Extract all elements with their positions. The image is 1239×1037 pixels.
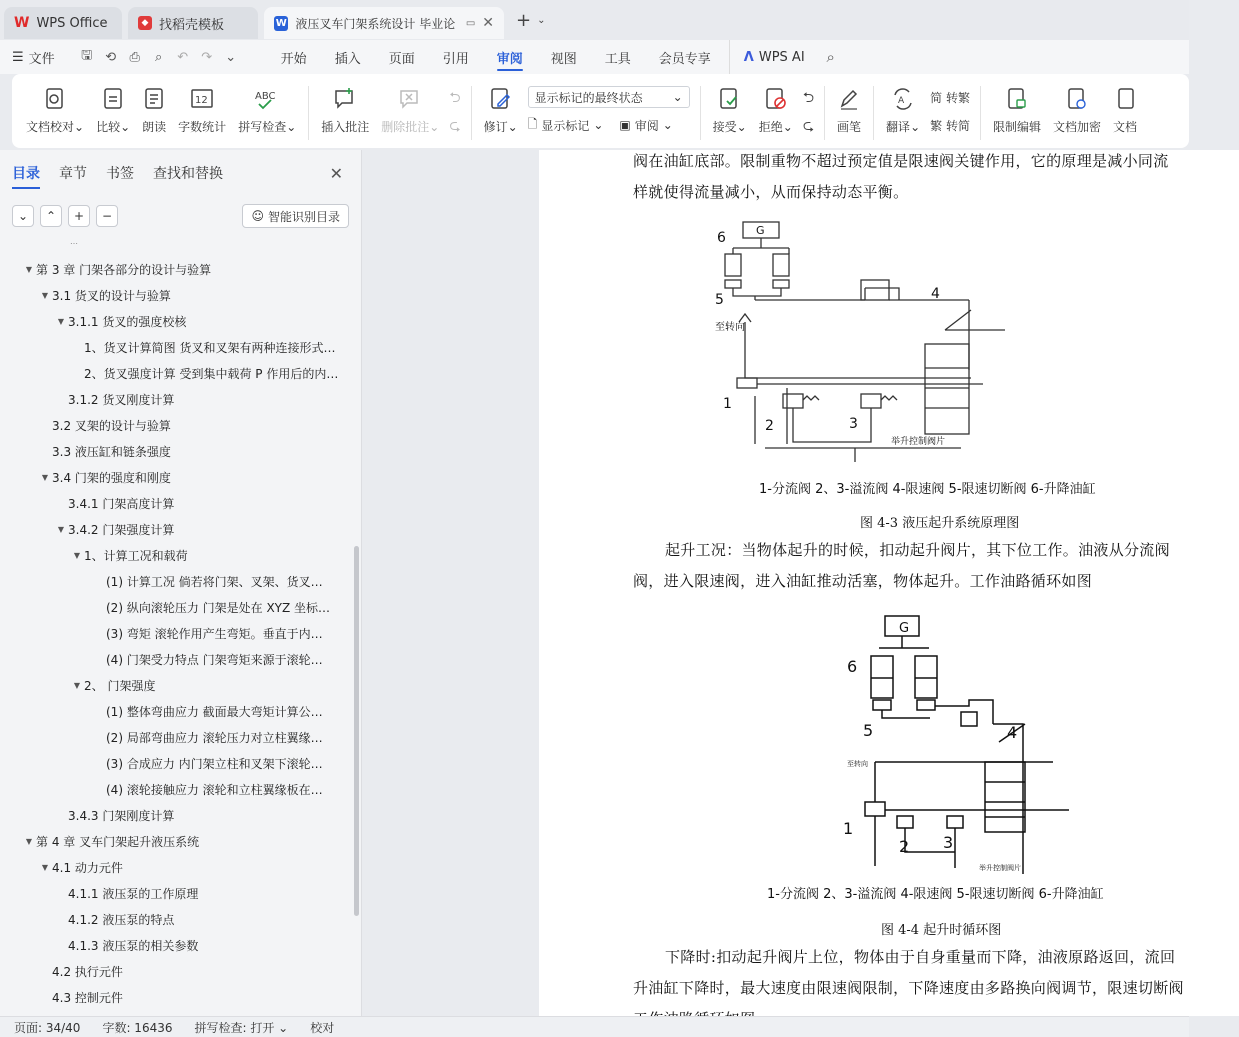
toc-item-label: 3.2 叉架的设计与验算 — [52, 418, 171, 433]
next-comment-button[interactable] — [449, 116, 460, 138]
label-2: 2 — [899, 837, 910, 856]
wps-logo-icon: W — [14, 15, 30, 31]
word-count-icon — [190, 86, 214, 112]
toc-item-label: 3.4.1 门架高度计算 — [68, 496, 175, 511]
svg-text:ABC: ABC — [255, 91, 276, 102]
paragraph-line: 下降时:扣动起升阀片上位，物体由于自身重量而下降，油液原路返回，流回 — [665, 948, 1176, 966]
ribbon-divider — [980, 86, 981, 140]
encrypt-icon — [1065, 86, 1089, 112]
paragraph-line: 阀，进入限速阀，进入油缸推动活塞，物体起升。工作油路循环如图 — [633, 572, 1093, 590]
menu-label: 视图 — [550, 51, 577, 67]
toc-item-label: 4.3 控制元件 — [52, 990, 123, 1005]
figure-legend: 1-分流阀 2、3-溢流阀 4-限速阀 5-限速切断阀 6-升降油缸 — [759, 482, 1096, 497]
delete-comment-icon — [398, 86, 422, 112]
to-simplified-label: 繁 转简 — [930, 118, 970, 133]
menu-label: 会员专享 — [658, 51, 711, 67]
spell-check-label: 拼写检查 — [238, 120, 287, 134]
svg-text:12: 12 — [195, 95, 208, 106]
expand-arrow-icon[interactable]: ▼ — [73, 680, 81, 690]
menu-label: 工具 — [604, 51, 631, 67]
toc-item-label: 3.1.2 货叉刚度计算 — [68, 392, 175, 407]
revise-label: 修订 — [483, 120, 508, 134]
accept-icon — [718, 86, 742, 112]
to-simplified-button[interactable] — [930, 114, 970, 136]
menu-label: 页面 — [388, 51, 415, 67]
ribbon-divider — [873, 86, 874, 140]
label-5: 5 — [715, 292, 724, 308]
menu-member[interactable] — [645, 40, 725, 74]
toc-item[interactable] — [0, 672, 346, 698]
toc-item[interactable] — [0, 776, 346, 802]
delete-comment-label: 删除批注 — [381, 120, 430, 134]
expand-up-button[interactable] — [40, 205, 62, 227]
paragraph-line: 起升工况：当物体起升的时候，扣动起升阀片，其下位工作。油液从分流阀 — [665, 541, 1170, 559]
doc-more-button[interactable] — [1107, 86, 1137, 142]
figure-legend: 1-分流阀 2、3-溢流阀 4-限速阀 5-限速切断阀 6-升降油缸 — [767, 887, 1104, 902]
toc-item[interactable] — [0, 724, 346, 750]
undo-icon[interactable]: ↶ — [177, 49, 189, 65]
toc-item[interactable] — [0, 464, 346, 490]
toc-item[interactable] — [0, 854, 346, 880]
toc-item[interactable] — [0, 438, 346, 464]
menu-insert[interactable] — [321, 40, 375, 74]
read-aloud-button[interactable] — [136, 86, 172, 142]
menu-label: 插入 — [334, 51, 361, 67]
toc-item-label: (4) 滚轮接触应力 滚轮和立柱翼缘板在… — [106, 782, 323, 797]
toc-item[interactable] — [0, 880, 346, 906]
ribbon-divider — [308, 86, 309, 140]
spell-check-icon — [254, 86, 280, 112]
add-heading-button[interactable] — [68, 205, 90, 227]
toc-item-label: (1) 计算工况 倘若将门架、叉架、货叉… — [106, 574, 323, 589]
redo-icon[interactable]: ↷ — [201, 49, 213, 65]
toc-item-label: (2) 局部弯曲应力 滚轮压力对立柱翼缘… — [106, 730, 323, 745]
toc-item-label: 第 4 章 叉车门架起升液压系统 — [36, 834, 200, 849]
toc-item[interactable] — [0, 828, 346, 854]
label-4: 4 — [931, 286, 940, 302]
smart-toc-label: 智能识别目录 — [267, 209, 340, 224]
paragraph-line: 样就使得流量减小，从而保持动态平衡。 — [633, 183, 909, 201]
toc-item[interactable] — [0, 932, 346, 958]
prev-change-button[interactable] — [803, 88, 814, 110]
pen-icon — [837, 86, 861, 112]
reject-button[interactable]: 拒绝⌄ — [753, 86, 799, 142]
read-aloud-label: 朗读 — [142, 120, 167, 134]
tab-document[interactable] — [264, 7, 504, 39]
document-area — [363, 150, 1189, 1016]
label-3: 3 — [849, 416, 858, 432]
toc-item[interactable] — [0, 594, 346, 620]
save-icon[interactable]: 🖫 — [81, 48, 93, 63]
markup-mode-select[interactable] — [528, 86, 690, 108]
label-1: 1 — [723, 396, 732, 412]
toc-item[interactable] — [0, 386, 346, 412]
toc-item-label: (3) 弯矩 滚轮作用产生弯矩。垂直于内… — [106, 626, 323, 641]
review-pane-icon: ▣ — [619, 118, 631, 132]
expand-arrow-icon[interactable]: ▼ — [41, 862, 49, 872]
paragraph-line: 升油缸下降时，最大速度由限速阀限制，下降速度由多路换向阀调节，限速切断阀 — [633, 979, 1184, 997]
restrict-edit-button[interactable] — [987, 86, 1047, 142]
ribbon-divider — [700, 86, 701, 140]
translate-label: 翻译 — [886, 120, 911, 134]
docer-icon: ◆ — [138, 16, 152, 30]
to-traditional-label: 简 转繁 — [930, 90, 970, 105]
next-comment-icon: ⮎ — [449, 118, 461, 134]
toc-item[interactable] — [0, 412, 346, 438]
file-menu[interactable] — [12, 40, 75, 74]
label-lift-valve: 举升控制阀片 — [979, 864, 1021, 872]
toc-item[interactable] — [0, 646, 346, 672]
word-count-indicator[interactable]: 字数: 16436 — [102, 1020, 173, 1035]
toc-item[interactable] — [0, 568, 346, 594]
panel-tab-toc[interactable]: 目录 — [12, 163, 40, 183]
spell-check-status: 拼写检查: 打开 — [194, 1020, 275, 1035]
expand-arrow-icon[interactable]: ▼ — [41, 472, 49, 482]
label-4: 4 — [1007, 723, 1018, 742]
expand-arrow-icon[interactable]: ▼ — [57, 316, 65, 326]
menu-bar — [0, 40, 1189, 74]
expand-arrow-icon[interactable]: ▼ — [25, 264, 33, 274]
show-markup-button[interactable]: 🗋 显示标记 ⌄ — [528, 114, 604, 136]
label-g: G — [756, 224, 765, 237]
label-lift-valve: 举升控制阀片 — [891, 437, 946, 447]
label-to-steer: 至转向 — [715, 322, 745, 333]
ribbon-divider — [471, 86, 472, 140]
tab-docer[interactable] — [128, 7, 258, 39]
figure-caption: 图 4-4 起升时循环图 — [881, 923, 1002, 938]
tab-label: 找稻壳模板 — [159, 17, 225, 33]
encrypt-button[interactable] — [1047, 86, 1107, 142]
toc-item[interactable] — [0, 620, 346, 646]
review-pane-label: 审阅 — [634, 118, 659, 133]
smart-toc-button[interactable] — [242, 204, 349, 228]
chevron-down-icon[interactable]: ⌄ — [225, 49, 237, 65]
toc-item-label: 4.2 执行元件 — [52, 964, 123, 979]
label-1: 1 — [843, 819, 854, 838]
doc-more-label: 文档 — [1112, 120, 1137, 134]
doc-proof-icon — [44, 86, 66, 112]
chevron-down-icon: ⌄ — [17, 209, 29, 223]
print-preview-icon[interactable]: ⌕ — [155, 49, 163, 65]
label-5: 5 — [863, 721, 874, 740]
next-change-icon: ⮎ — [802, 118, 815, 134]
toc-tree — [0, 236, 352, 1016]
accept-label: 接受 — [712, 120, 737, 134]
menu-reference[interactable] — [429, 40, 483, 74]
toc-item[interactable] — [0, 256, 346, 282]
menu-view[interactable] — [537, 40, 591, 74]
ink-label: 画笔 — [837, 120, 862, 134]
review-pane-button[interactable]: ▣ 审阅 ⌄ — [619, 118, 673, 133]
paragraph-line: 阀在油缸底部。限制重物不超过预定值是限速阀关键作用，它的原理是减小同流 — [633, 152, 1169, 170]
doc-proof-button[interactable]: 文档校对⌄ — [12, 86, 90, 142]
ink-button[interactable] — [831, 86, 867, 142]
menu-label: 开始 — [280, 51, 307, 67]
toc-item-label: 2、 门架强度 — [84, 678, 156, 693]
lock-doc-icon — [1005, 86, 1029, 112]
chevron-down-icon[interactable]: ⌄ — [537, 14, 546, 26]
toc-item-label: 1、计算工况和载荷 — [84, 548, 188, 563]
ribbon-toolbar — [12, 74, 1189, 148]
revise-icon — [489, 86, 513, 112]
toc-item[interactable] — [0, 698, 346, 724]
prev-comment-icon: ⮌ — [449, 90, 461, 106]
toc-item-label: 第 3 章 门架各部分的设计与验算 — [36, 262, 212, 277]
expand-arrow-icon[interactable]: ▼ — [41, 290, 49, 300]
chevron-up-icon: ⌃ — [45, 209, 57, 223]
share-icon[interactable]: ⟲ — [105, 49, 117, 65]
label-to-steer: 至转向 — [847, 760, 868, 768]
word-count-label: 字数统计 — [178, 120, 227, 134]
toc-item[interactable] — [0, 542, 346, 568]
toc-item-label: 3.4.3 门架刚度计算 — [68, 808, 175, 823]
title-bar — [0, 0, 1189, 40]
hydraulic-lift-diagram — [715, 218, 995, 468]
toc-item-label: (4) 门架受力特点 门架弯矩来源于滚轮… — [106, 652, 323, 667]
toc-item[interactable] — [0, 750, 346, 776]
page-indicator[interactable]: 页面: 34/40 — [14, 1020, 81, 1035]
doc-more-icon — [1115, 86, 1135, 112]
file-label: 文件 — [28, 51, 55, 67]
label-2: 2 — [765, 418, 774, 434]
ai-icon: ☺ — [251, 209, 264, 223]
tab-label: 液压叉车门架系统设计 毕业论 — [295, 16, 456, 31]
label-6: 6 — [717, 230, 726, 246]
toc-item-label: 4.1 动力元件 — [52, 860, 123, 875]
compare-button[interactable]: 比较⌄ — [90, 86, 136, 142]
toc-item[interactable] — [0, 334, 346, 360]
toc-item-label: (3) 合成应力 内门架立柱和叉架下滚轮… — [106, 756, 323, 771]
read-aloud-icon — [143, 86, 165, 112]
chevron-down-icon: ⌄ — [672, 90, 683, 104]
toc-item[interactable] — [0, 802, 346, 828]
panel-tab-bookmarks[interactable]: 书签 — [106, 166, 134, 182]
collapse-all-button[interactable] — [12, 205, 34, 227]
menu-page[interactable] — [375, 40, 429, 74]
print-icon[interactable]: ⎙ — [129, 49, 140, 65]
wps-ai-icon: Ʌ — [743, 49, 754, 65]
accept-button[interactable]: 接受⌄ — [707, 86, 753, 142]
ribbon-divider — [824, 86, 825, 140]
toc-item-label: 3.4.2 门架强度计算 — [68, 522, 175, 537]
toc-cut-item: … — [70, 236, 78, 246]
word-count-button[interactable] — [172, 86, 232, 142]
compare-label: 比较 — [96, 120, 121, 134]
toc-item-label: 2、货叉强度计算 受到集中载荷 P 作用后的内… — [84, 366, 339, 381]
show-markup-label: 显示标记 — [541, 118, 590, 133]
restrict-edit-label: 限制编辑 — [992, 120, 1041, 134]
spell-check-button[interactable]: ABC 拼写检查⌄ — [232, 86, 302, 142]
markup-mode-value: 显示标记的最终状态 — [534, 90, 643, 105]
panel-tab-sections[interactable]: 章节 — [59, 166, 87, 182]
toc-item-label: (1) 整体弯曲应力 截面最大弯矩计算公… — [106, 704, 323, 719]
prev-change-icon: ⮌ — [802, 90, 815, 106]
encrypt-label: 文档加密 — [1052, 120, 1101, 134]
close-panel-icon[interactable]: ✕ — [329, 163, 343, 183]
compare-icon — [102, 86, 124, 112]
hamburger-icon: ☰ — [12, 49, 24, 65]
tab-label: WPS Office — [36, 15, 108, 31]
figure-caption: 图 4-3 液压起升系统原理图 — [860, 516, 1020, 531]
toc-item[interactable] — [0, 984, 346, 1010]
tab-wps-office[interactable] — [4, 7, 122, 39]
monitor-icon: ▭ — [465, 17, 476, 29]
menu-tools[interactable] — [591, 40, 645, 74]
toc-item-label: 3.4 门架的强度和刚度 — [52, 470, 171, 485]
toc-item-label: (2) 纵向滚轮压力 门架是处在 XYZ 坐标… — [106, 600, 331, 615]
toc-item-label: 1、货叉计算简图 货叉和叉架有两种连接形式… — [84, 340, 336, 355]
toc-item-label: 3.3 液压缸和链条强度 — [52, 444, 171, 459]
remove-heading-button[interactable] — [96, 205, 118, 227]
toc-item[interactable] — [0, 308, 346, 334]
translate-button[interactable]: A 翻译⌄ — [880, 86, 926, 142]
search-icon[interactable]: ⌕ — [826, 48, 835, 66]
toc-item-label: 3.1.1 货叉的强度校核 — [68, 314, 187, 329]
toc-item[interactable] — [0, 360, 346, 386]
toc-item-label: 4.1.2 液压泵的特点 — [68, 912, 175, 927]
expand-arrow-icon[interactable]: ▼ — [73, 550, 81, 560]
minus-icon: − — [101, 209, 113, 223]
delete-comment-button[interactable]: 删除批注⌄ — [375, 86, 445, 142]
panel-tab-find-replace[interactable]: 查找和替换 — [153, 166, 223, 182]
wps-ai-label: WPS AI — [758, 49, 805, 65]
document-page — [539, 150, 1239, 1016]
wps-ai-button[interactable] — [729, 40, 819, 74]
doc-proof-label: 文档校对 — [26, 120, 75, 134]
toc-item-label: 4.1.1 液压泵的工作原理 — [68, 886, 199, 901]
svg-text:A: A — [898, 96, 905, 106]
insert-comment-label: 插入批注 — [321, 120, 370, 134]
toc-item-label: 4.1.3 液压泵的相关参数 — [68, 938, 199, 953]
lift-circulation-diagram — [839, 612, 1049, 874]
status-bar — [0, 1016, 1189, 1037]
toc-item[interactable] — [0, 282, 346, 308]
toc-item-label: 3.1 货叉的设计与验算 — [52, 288, 171, 303]
menu-label: 审阅 — [496, 51, 523, 67]
toc-item[interactable] — [0, 516, 346, 542]
show-markup-icon: 🗋 — [527, 116, 538, 131]
expand-arrow-icon[interactable]: ▼ — [57, 524, 65, 534]
menu-start[interactable] — [267, 40, 321, 74]
reject-label: 拒绝 — [758, 120, 783, 134]
close-tab-icon[interactable]: ✕ — [482, 15, 494, 31]
toc-item[interactable] — [0, 490, 346, 516]
reject-icon — [764, 86, 788, 112]
menu-label: 引用 — [442, 51, 469, 67]
spell-check-indicator[interactable]: 拼写检查: 打开 ⌄ — [194, 1020, 289, 1035]
word-doc-icon: W — [275, 17, 287, 29]
navigation-panel — [0, 150, 362, 1016]
new-tab-icon[interactable]: + — [516, 9, 532, 31]
toc-scrollbar[interactable] — [354, 546, 359, 916]
label-3: 3 — [943, 833, 954, 852]
insert-comment-icon — [333, 86, 357, 112]
expand-arrow-icon[interactable]: ▼ — [25, 836, 33, 846]
insert-comment-button[interactable] — [315, 86, 375, 142]
label-g: G — [899, 621, 910, 636]
next-change-button[interactable] — [803, 116, 814, 138]
toc-item[interactable] — [0, 958, 346, 984]
proof-indicator[interactable]: 校对 — [310, 1020, 335, 1035]
menu-review[interactable] — [483, 40, 537, 74]
revise-button[interactable]: 修订⌄ — [478, 86, 524, 142]
translate-icon — [891, 86, 915, 112]
plus-icon: + — [73, 209, 85, 223]
to-traditional-button[interactable] — [930, 86, 970, 108]
toc-item[interactable] — [0, 906, 346, 932]
label-6: 6 — [847, 657, 858, 676]
prev-comment-button[interactable] — [449, 88, 460, 110]
